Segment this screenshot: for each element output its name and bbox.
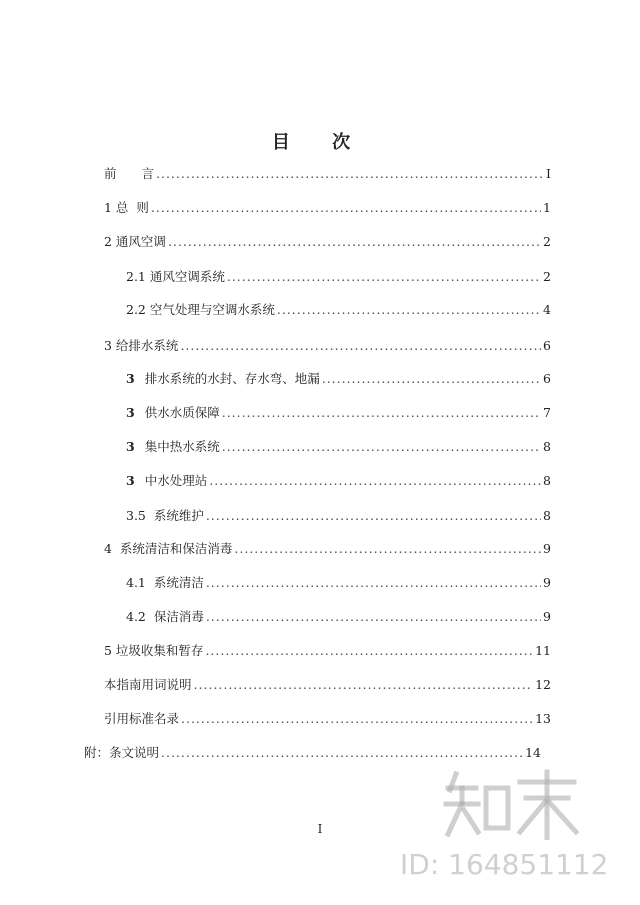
toc-entry[interactable] [104, 676, 551, 694]
toc-entry[interactable] [104, 199, 551, 217]
toc-leader-dots [222, 404, 541, 422]
toc-leader-dots [168, 233, 541, 251]
toc-entry[interactable] [126, 608, 551, 626]
toc-entry-label: 供水水质保障 [144, 405, 220, 420]
toc-leader-dots [205, 642, 533, 660]
toc-entry-label: 5 垃圾收集和暂存 [104, 643, 204, 658]
toc-entry-label: 2.1 通风空调系统 [126, 269, 225, 284]
zhimo-watermark-logo [442, 768, 582, 840]
toc-entry[interactable] [104, 337, 551, 355]
toc-entry-label: 4 系统清洁和保洁消毒 [104, 541, 233, 556]
toc-entry[interactable] [126, 301, 551, 319]
toc-entry-page-number: 2 [543, 269, 551, 284]
toc-entry[interactable] [126, 507, 551, 525]
toc-entry-page-number: 6 [543, 338, 551, 353]
watermark-id-text: ID: 164851112 [400, 848, 609, 881]
toc-leader-dots [194, 676, 534, 694]
toc-entry-label: 排水系统的水封、存水弯、地漏 [144, 371, 320, 386]
toc-leader-dots [161, 744, 523, 762]
toc-entry-label: 中水处理站 [144, 473, 208, 488]
toc-entry-label: 1 总 则 [104, 200, 149, 215]
toc-leader-dots [180, 337, 541, 355]
toc-leader-dots [206, 574, 541, 592]
toc-leader-dots [181, 710, 533, 728]
toc-entry[interactable] [126, 370, 551, 388]
toc-entry-page-number: 4 [543, 302, 551, 317]
toc-entry[interactable] [126, 574, 551, 592]
toc-entry-section-number: 3 [126, 405, 135, 420]
toc-leader-dots [277, 301, 541, 319]
toc-entry-label: 3 给排水系统 [104, 338, 179, 353]
toc-entry-label: 本指南用词说明 [104, 677, 192, 692]
toc-entry-page-number: 8 [543, 473, 551, 488]
toc-entry[interactable] [126, 268, 551, 286]
toc-entry-page-number: 13 [535, 711, 551, 726]
toc-leader-dots [209, 472, 541, 490]
toc-entry-page-number: 6 [543, 371, 551, 386]
toc-entry-page-number: 2 [543, 234, 551, 249]
toc-entry-label: 4.1 系统清洁 [126, 575, 204, 590]
toc-entry-page-number: 8 [543, 439, 551, 454]
toc-entry-section-number: 3 [126, 473, 135, 488]
toc-entry-label: 3.5 系统维护 [126, 508, 204, 523]
toc-entry-label: 2 通风空调 [104, 234, 166, 249]
toc-entry-section-number: 3 [126, 371, 135, 386]
toc-entry-label: 4.2 保洁消毒 [126, 609, 204, 624]
toc-leader-dots [206, 507, 541, 525]
toc-entry[interactable] [84, 744, 541, 762]
page-title: 目 次 [271, 132, 369, 153]
toc-entry-section-number: 3 [126, 439, 135, 454]
toc-leader-dots [227, 268, 541, 286]
toc-entry[interactable] [104, 710, 551, 728]
toc-entry-label: 2.2 空气处理与空调水系统 [126, 302, 275, 317]
toc-entry[interactable] [104, 642, 551, 660]
toc-leader-dots [156, 165, 544, 183]
toc-leader-dots [222, 438, 541, 456]
toc-entry-page-number: 11 [535, 643, 551, 658]
toc-leader-dots [151, 199, 541, 217]
toc-entry-label: 附：条文说明 [84, 745, 160, 760]
toc-entry[interactable] [104, 165, 551, 183]
page-footer-number: I [317, 822, 323, 836]
toc-entry-page-number: 9 [543, 541, 551, 556]
toc-leader-dots [234, 540, 541, 558]
toc-entry-page-number: 7 [543, 405, 551, 420]
toc-entry[interactable] [126, 404, 551, 422]
toc-entry-page-number: 14 [525, 745, 541, 760]
toc-entry-label: 集中热水系统 [144, 439, 220, 454]
toc-entry-page-number: 9 [543, 609, 551, 624]
toc-entry[interactable] [126, 472, 551, 490]
toc-entry[interactable] [104, 540, 551, 558]
toc-leader-dots [322, 370, 541, 388]
toc-entry-label: 引用标准名录 [104, 711, 180, 726]
toc-leader-dots [206, 608, 541, 626]
toc-entry-page-number: 8 [543, 508, 551, 523]
toc-entry-label: 前 言 [104, 166, 155, 181]
toc-entry-page-number: I [546, 166, 551, 181]
toc-entry-page-number: 9 [543, 575, 551, 590]
toc-entry[interactable] [104, 233, 551, 251]
toc-entry-page-number: 1 [543, 200, 551, 215]
toc-entry-page-number: 12 [535, 677, 551, 692]
toc-entry[interactable] [126, 438, 551, 456]
